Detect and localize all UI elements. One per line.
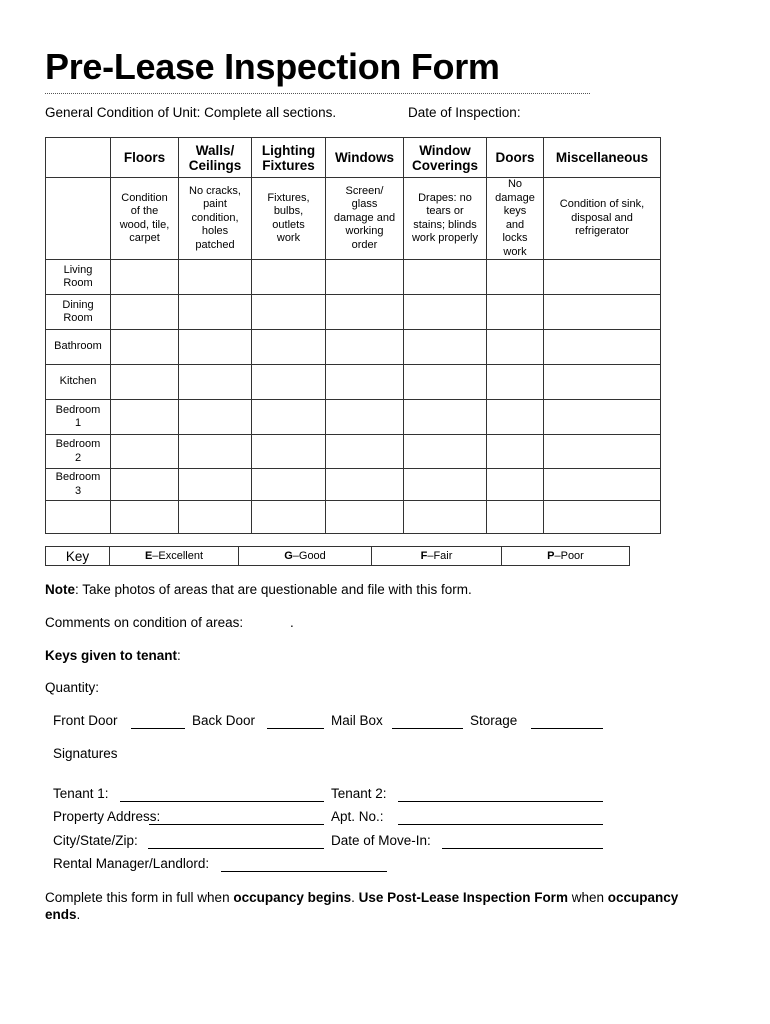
rating-cell[interactable]: [111, 469, 179, 501]
rating-cell[interactable]: [111, 330, 179, 365]
rating-cell[interactable]: [111, 435, 179, 469]
rating-cell[interactable]: [487, 330, 544, 365]
rating-cell[interactable]: [326, 501, 404, 534]
key-text: –Excellent: [152, 550, 204, 562]
tenant1-label: Tenant 1:: [53, 786, 109, 801]
key-excellent: [110, 547, 239, 566]
footer-instructions: [45, 889, 705, 923]
room-label: Bedroom 2: [55, 438, 101, 464]
inspection-table: [45, 137, 661, 534]
table-row: [46, 400, 661, 435]
room-label-cell: [46, 501, 111, 534]
rating-cell[interactable]: [326, 260, 404, 295]
header-window-coverings-text: Window Coverings: [411, 142, 479, 173]
rating-key: [45, 546, 630, 566]
key-label: Key: [46, 547, 110, 566]
header-miscellaneous: Miscellaneous: [544, 138, 661, 178]
city-state-zip-field[interactable]: [148, 848, 324, 849]
desc-windows: Screen/ glass damage and working order: [333, 184, 396, 251]
rating-cell[interactable]: [252, 295, 326, 330]
rating-cell[interactable]: [179, 330, 252, 365]
date-of-inspection-label: Date of Inspection:: [408, 105, 521, 120]
table-row: [46, 295, 661, 330]
footer-bold: occupancy begins: [233, 890, 352, 905]
key-letter: F: [420, 550, 428, 562]
rating-cell[interactable]: [544, 469, 661, 501]
rating-cell[interactable]: [487, 365, 544, 400]
desc-window-coverings-cell: [404, 178, 487, 260]
rating-cell[interactable]: [326, 365, 404, 400]
header-lighting-fixtures: [252, 138, 326, 178]
storage-field[interactable]: [531, 728, 603, 729]
city-state-zip-label: City/State/Zip:: [53, 833, 138, 848]
rating-cell[interactable]: [404, 365, 487, 400]
room-label-cell: [46, 330, 111, 365]
desc-walls: No cracks, paint condition, holes patched: [189, 184, 241, 251]
rating-cell[interactable]: [544, 435, 661, 469]
table-row: [46, 365, 661, 400]
room-label-cell: [46, 400, 111, 435]
rating-cell[interactable]: [252, 400, 326, 435]
desc-lighting: Fixtures, bulbs, outlets work: [267, 191, 310, 244]
rating-cell[interactable]: [544, 260, 661, 295]
rating-cell[interactable]: [487, 469, 544, 501]
page-title: Pre-Lease Inspection Form: [45, 46, 500, 87]
rating-cell[interactable]: [487, 435, 544, 469]
rating-cell[interactable]: [326, 400, 404, 435]
footer-text: .: [76, 907, 81, 922]
move-in-label: Date of Move-In:: [331, 833, 431, 848]
desc-doors: No damage keys and locks work: [495, 178, 535, 258]
rating-cell[interactable]: [404, 400, 487, 435]
table-row: [46, 501, 661, 534]
general-condition-text: General Condition of Unit: Complete all sections.: [45, 105, 337, 120]
front-door-label: Front Door: [53, 713, 118, 728]
room-label: Bathroom: [54, 340, 102, 353]
keys-given-colon: :: [177, 648, 181, 663]
desc-floors: Condition of the wood, tile, carpet: [119, 191, 170, 244]
room-label: Living Room: [63, 263, 93, 289]
header-lighting-fixtures-text: Lighting Fixtures: [261, 142, 316, 173]
desc-walls-cell: [179, 178, 252, 260]
comments-field[interactable]: .: [290, 615, 294, 630]
rating-cell[interactable]: [544, 330, 661, 365]
note-body: : Take photos of areas that are questionable and file with this form.: [75, 582, 472, 597]
manager-signature-field[interactable]: [221, 871, 387, 872]
desc-floors-cell: [111, 178, 179, 260]
desc-windows-cell: [326, 178, 404, 260]
key-letter: E: [144, 550, 153, 562]
header-walls-ceilings: [179, 138, 252, 178]
room-label-cell: [46, 469, 111, 501]
front-door-field[interactable]: [131, 728, 185, 729]
rating-cell[interactable]: [111, 260, 179, 295]
rating-cell[interactable]: [326, 469, 404, 501]
apt-no-label: Apt. No.:: [331, 809, 384, 824]
key-text: –Poor: [554, 550, 584, 562]
move-in-date-field[interactable]: [442, 848, 603, 849]
room-label-cell: [46, 295, 111, 330]
comments-label: Comments on condition of areas:: [45, 615, 244, 630]
property-address-field[interactable]: [149, 824, 324, 825]
room-label: Bedroom 1: [55, 403, 101, 429]
description-corner-cell: [46, 178, 111, 260]
rating-cell[interactable]: [179, 400, 252, 435]
rating-cell[interactable]: [487, 295, 544, 330]
key-letter: G: [284, 550, 293, 562]
desc-misc: Condition of sink, disposal and refrigerator: [559, 198, 645, 238]
rating-cell[interactable]: [111, 400, 179, 435]
rating-cell[interactable]: [179, 501, 252, 534]
rating-cell[interactable]: [179, 260, 252, 295]
rating-cell[interactable]: [487, 400, 544, 435]
key-text: –Fair: [427, 550, 453, 562]
description-row: [46, 178, 661, 260]
corner-cell: [46, 138, 111, 178]
note-text: [45, 582, 472, 597]
rating-cell[interactable]: [179, 365, 252, 400]
rating-cell[interactable]: [544, 365, 661, 400]
quantity-label: Quantity:: [45, 680, 100, 695]
keys-given-heading: [45, 648, 181, 663]
rating-cell[interactable]: [179, 469, 252, 501]
tenant2-signature-field[interactable]: [398, 801, 603, 802]
desc-window-coverings: Drapes: no tears or stains; blinds work properly: [411, 191, 479, 244]
rating-cell[interactable]: [326, 435, 404, 469]
rating-cell[interactable]: [404, 435, 487, 469]
table-row: [46, 469, 661, 501]
rating-cell[interactable]: [252, 469, 326, 501]
title-divider: [45, 93, 590, 94]
desc-misc-cell: [544, 178, 661, 260]
rating-cell[interactable]: [326, 295, 404, 330]
key-poor: [502, 547, 630, 566]
desc-lighting-cell: [252, 178, 326, 260]
back-door-field[interactable]: [267, 728, 324, 729]
rating-cell[interactable]: [544, 295, 661, 330]
storage-label: Storage: [470, 713, 518, 728]
key-fair: [372, 547, 502, 566]
rating-cell[interactable]: [252, 435, 326, 469]
manager-label: Rental Manager/Landlord:: [53, 856, 210, 871]
room-label-cell: [46, 435, 111, 469]
key-letter: P: [547, 550, 555, 562]
rating-cell[interactable]: [326, 330, 404, 365]
header-window-coverings: [404, 138, 487, 178]
rating-cell[interactable]: [252, 260, 326, 295]
signatures-heading: Signatures: [53, 746, 118, 761]
tenant1-signature-field[interactable]: [120, 801, 324, 802]
rating-cell[interactable]: [252, 365, 326, 400]
rating-cell[interactable]: [179, 295, 252, 330]
rating-cell[interactable]: [111, 365, 179, 400]
rating-cell[interactable]: [111, 501, 179, 534]
footer-text: .: [351, 890, 359, 905]
mailbox-label: Mail Box: [331, 713, 383, 728]
note-label: Note: [45, 582, 75, 597]
back-door-label: Back Door: [192, 713, 256, 728]
apt-no-field[interactable]: [398, 824, 603, 825]
footer-text: Complete this form in full when: [45, 890, 234, 905]
table-row: [46, 435, 661, 469]
room-label: Dining Room: [62, 298, 94, 324]
rating-cell[interactable]: [487, 260, 544, 295]
room-label-cell: [46, 365, 111, 400]
header-walls-ceilings-text: Walls/ Ceilings: [188, 142, 242, 173]
header-row: [46, 138, 661, 178]
rating-cell[interactable]: [179, 435, 252, 469]
tenant2-label: Tenant 2:: [331, 786, 387, 801]
rating-cell[interactable]: [404, 330, 487, 365]
mailbox-field[interactable]: [392, 728, 463, 729]
rating-cell[interactable]: [404, 260, 487, 295]
key-text: –Good: [292, 550, 326, 562]
rating-cell[interactable]: [404, 469, 487, 501]
rating-cell[interactable]: [404, 501, 487, 534]
rating-cell[interactable]: [487, 501, 544, 534]
room-label: Bedroom 3: [55, 471, 101, 497]
desc-doors-cell: [487, 178, 544, 260]
table-row: [46, 260, 661, 295]
footer-text: when: [567, 890, 608, 905]
rating-cell[interactable]: [404, 295, 487, 330]
header-floors: Floors: [111, 138, 179, 178]
footer-bold: occupancy ends: [45, 890, 679, 922]
rating-cell[interactable]: [252, 501, 326, 534]
rating-cell[interactable]: [252, 330, 326, 365]
header-windows: Windows: [326, 138, 404, 178]
rating-cell[interactable]: [544, 501, 661, 534]
property-address-label: Property Address:: [53, 809, 161, 824]
keys-given-label: Keys given to tenant: [45, 648, 178, 663]
rating-cell[interactable]: [544, 400, 661, 435]
header-doors: Doors: [487, 138, 544, 178]
footer-bold: Use Post-Lease Inspection Form: [358, 890, 568, 905]
room-label: Kitchen: [59, 375, 97, 388]
key-good: [239, 547, 372, 566]
rating-cell[interactable]: [111, 295, 179, 330]
table-row: [46, 330, 661, 365]
room-label-cell: [46, 260, 111, 295]
